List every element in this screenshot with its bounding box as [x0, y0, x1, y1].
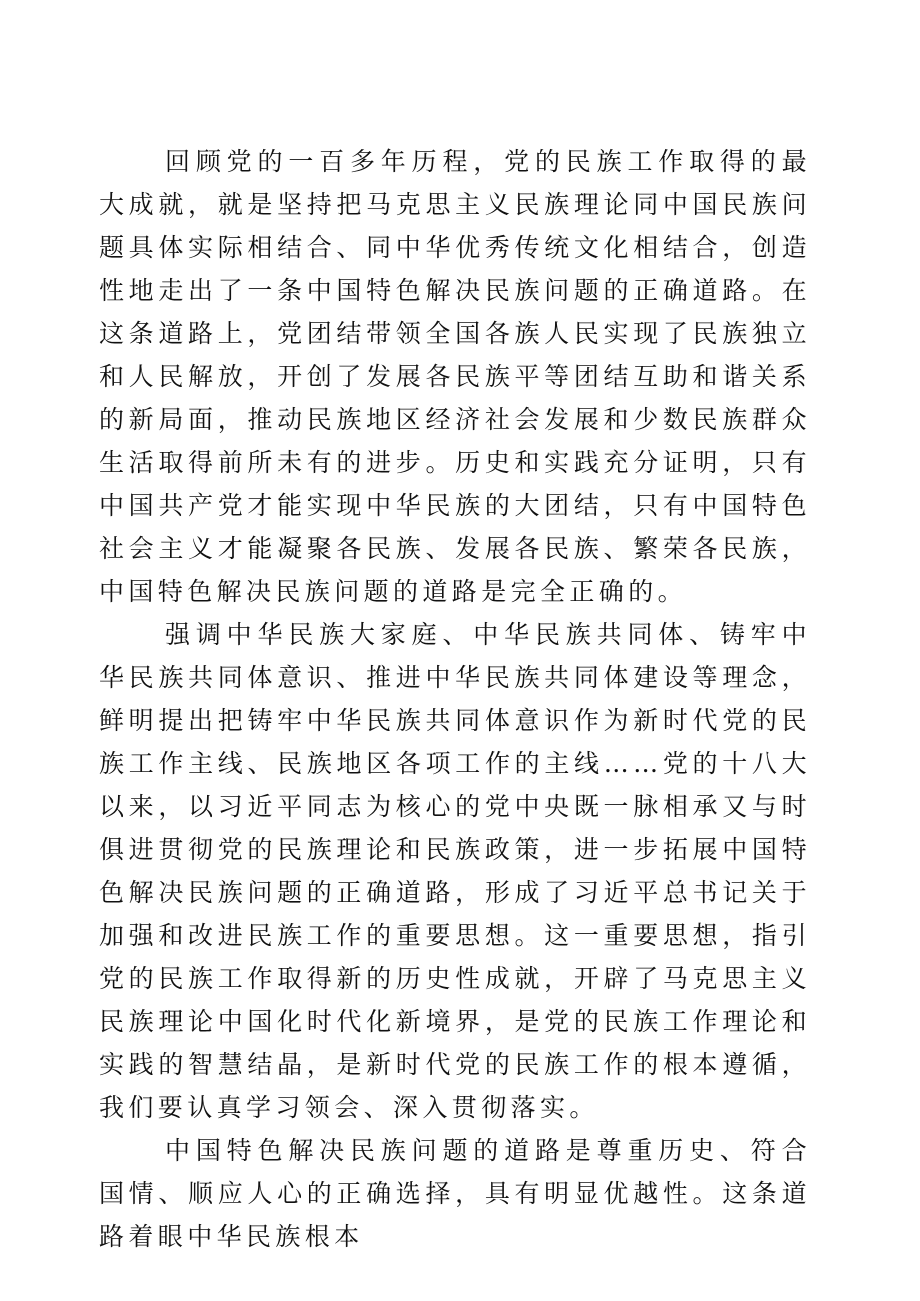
paragraph: 中国特色解决民族问题的道路是尊重历史、符合国情、顺应人心的正确选择，具有明显优越性。这条道路着眼中华民族根本 — [99, 1136, 811, 1251]
paragraph: 回顾党的一百多年历程，党的民族工作取得的最大成就，就是坚持把马克思主义民族理论同中国民族问题具体实际相结合、同中华优秀传统文化相结合，创造性地走出了一条中国特色解决民族问题的正确道路。在这条道路上，党团结带领全国各族人民实现了民族独立和人民解放，开创了发展各民族平等团结互助和谐关系的新局面，推动民族地区经济社会发展和少数民族群众生活取得前所未有的进步。历史和实践充分证明，只有中国共产党才能实现中华民族的大团结，只有中国特色社会主义才能凝聚各民族、发展各民族、繁荣各民族，中国特色解决民族问题的道路是完全正确的。 — [99, 147, 811, 606]
document-body — [99, 140, 811, 1258]
paragraph: 强调中华民族大家庭、中华民族共同体、铸牢中华民族共同体意识、推进中华民族共同体建设等理念，鲜明提出把铸牢中华民族共同体意识作为新时代党的民族工作主线、民族地区各项工作的主线……党的十八大以来，以习近平同志为核心的党中央既一脉相承又与时俱进贯彻党的民族理论和民族政策，进一步拓展中国特色解决民族问题的正确道路，形成了习近平总书记关于加强和改进民族工作的重要思想。这一重要思想，指引党的民族工作取得新的历史性成就，开辟了马克思主义民族理论中国化时代化新境界，是党的民族工作理论和实践的智慧结晶，是新时代党的民族工作的根本遵循，我们要认真学习领会、深入贯彻落实。 — [99, 620, 811, 1122]
